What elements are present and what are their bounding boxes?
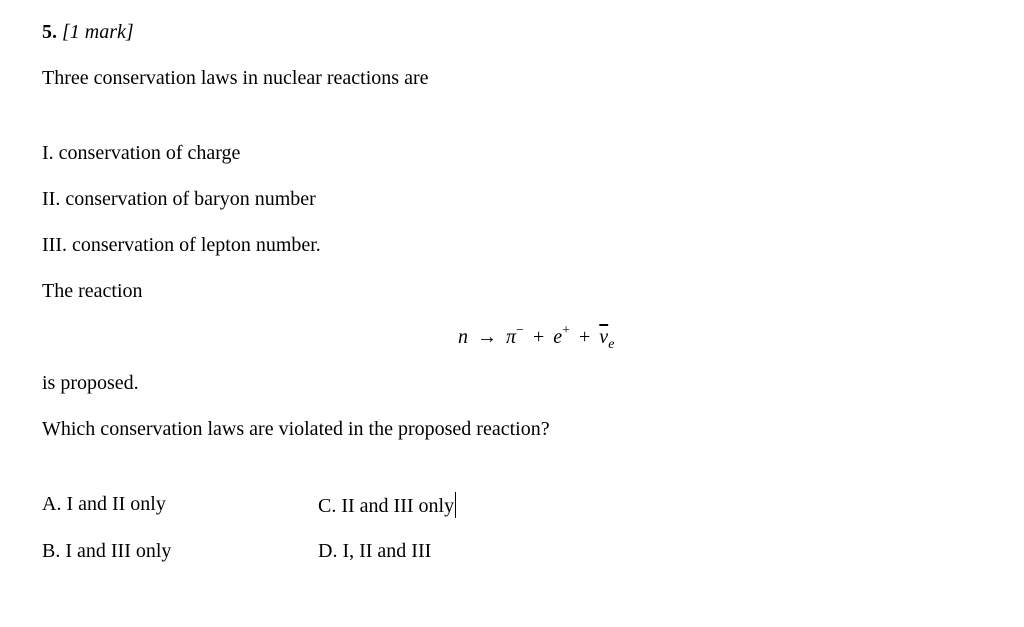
question-marks: [1 mark] xyxy=(62,21,134,43)
reaction-lead: The reaction xyxy=(42,280,143,302)
option-b-label: B. I and III only xyxy=(42,540,172,562)
option-d[interactable] xyxy=(318,539,431,563)
equation-antineutrino-subscript: e xyxy=(608,337,615,352)
equation-neutron: n xyxy=(458,326,468,348)
law-1: I. conservation of charge xyxy=(42,142,241,164)
option-c[interactable] xyxy=(318,492,456,518)
option-a-label: A. I and II only xyxy=(42,493,166,515)
question-number: 5. xyxy=(42,21,57,43)
option-b[interactable] xyxy=(42,539,171,563)
law-2: II. conservation of baryon number xyxy=(42,188,316,210)
equation-antineutrino: $\overline{\nu}$ xyxy=(599,326,609,348)
equation-plus-2: + xyxy=(579,326,591,348)
question-prompt: Which conservation laws are violated in the proposed reaction? xyxy=(42,418,550,440)
text-caret xyxy=(455,492,456,518)
equation-positron: e xyxy=(553,326,563,348)
option-d-label: D. I, II and III xyxy=(318,540,432,562)
law-3: III. conservation of lepton number. xyxy=(42,234,321,256)
equation-positron-charge: + xyxy=(562,323,571,338)
question-header xyxy=(42,20,134,44)
equation-pion: π xyxy=(506,326,517,348)
reaction-equation xyxy=(458,322,614,352)
reaction-tail: is proposed. xyxy=(42,372,139,394)
equation-pion-charge: − xyxy=(516,323,524,338)
option-c-label: C. II and III only xyxy=(318,495,455,517)
equation-arrow: → xyxy=(477,326,497,348)
option-a[interactable] xyxy=(42,492,166,516)
equation-plus-1: + xyxy=(532,326,545,348)
question-intro: Three conservation laws in nuclear reactions are xyxy=(42,67,429,89)
